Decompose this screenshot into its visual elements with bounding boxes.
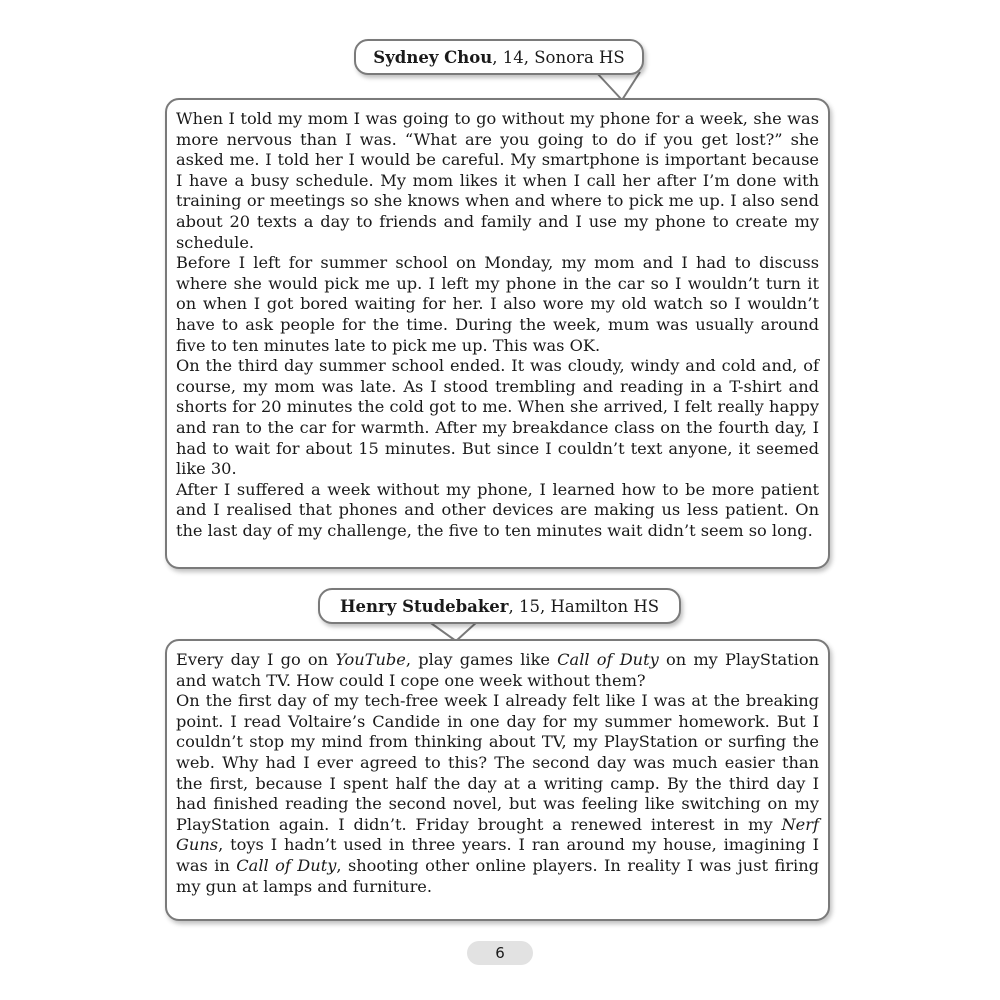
speaker-name-bubble — [354, 39, 644, 75]
italic-title: YouTube — [335, 650, 406, 669]
speaker-name-bubble — [318, 588, 681, 624]
quote-paragraph: On the first day of my tech-free week I already felt like I was at the breaking point. I read Voltaire’s Candide in one day for my summer homework. But I couldn’t stop my mind from thinking about TV, my PlayStation or surfing the web. Why had I ever agreed to this? The second day was much easier than the first, because I spent half the day at a writing camp. By the third day I had finished reading the second novel, but was feeling like switching on my PlayStation again. I didn’t. Friday brought a renewed interest in my Nerf Guns, toys I hadn’t used in three years. I ran around my house, imagining I was in Call of Duty, shooting other online players. In reality I was just firing my gun at lamps and furniture. — [176, 691, 819, 896]
quote-paragraph: After I suffered a week without my phone, I learned how to be more patient and I realised that phones and other devices are making us less patient. On the last day of my challenge, the five to ten minutes wait didn’t seem so long. — [176, 479, 819, 540]
quote-paragraph: On the third day summer school ended. It was cloudy, windy and cold and, of course, my mom was late. As I stood trembling and reading in a T-shirt and shorts for 20 minutes the cold got to me. When she arrived, I felt really happy and ran to the car for warmth. After my breakdance class on the fourth day, I had to wait for about 15 minutes. But since I couldn’t text anyone, it seemed like 30. — [176, 356, 819, 479]
speaker-name: Sydney Chou — [373, 47, 493, 67]
italic-title: Call of Duty — [236, 855, 337, 875]
speaker-info: , 15, Hamilton HS — [508, 596, 660, 616]
speaker-name: Henry Studebaker — [339, 596, 509, 616]
italic-title: Call of Duty — [557, 650, 659, 669]
quote-text-box — [165, 98, 830, 569]
page-number: 6 — [467, 941, 533, 965]
quote-paragraph: When I told my mom I was going to go without my phone for a week, she was more nervous than I was. “What are you going to do if you get lost?” she asked me. I told her I would be careful. My smartphone is important because I have a busy schedule. My mom likes it when I call her after I’m done with training or meetings so she knows when and where to pick me up. I also send about 20 texts a day to friends and family and I use my phone to create my schedule. — [176, 109, 819, 252]
speaker-info: , 14, Sonora HS — [492, 47, 625, 67]
quote-paragraph: Before I left for summer school on Monday, my mom and I had to discuss where she would pick me up. I left my phone in the car so I wouldn’t turn it on when I got bored waiting for her. I also wore my old watch so I wouldn’t have to ask people for the time. During the week, mum was usually around five to ten minutes late to pick me up. This was OK. — [176, 253, 819, 355]
italic-title: Nerf Guns — [176, 814, 819, 855]
quote-paragraph: Every day I go on YouTube, play games like Call of Duty on my PlayStation and watch TV. How could I cope one week without them? — [176, 650, 819, 690]
quote-text-box — [165, 639, 830, 921]
